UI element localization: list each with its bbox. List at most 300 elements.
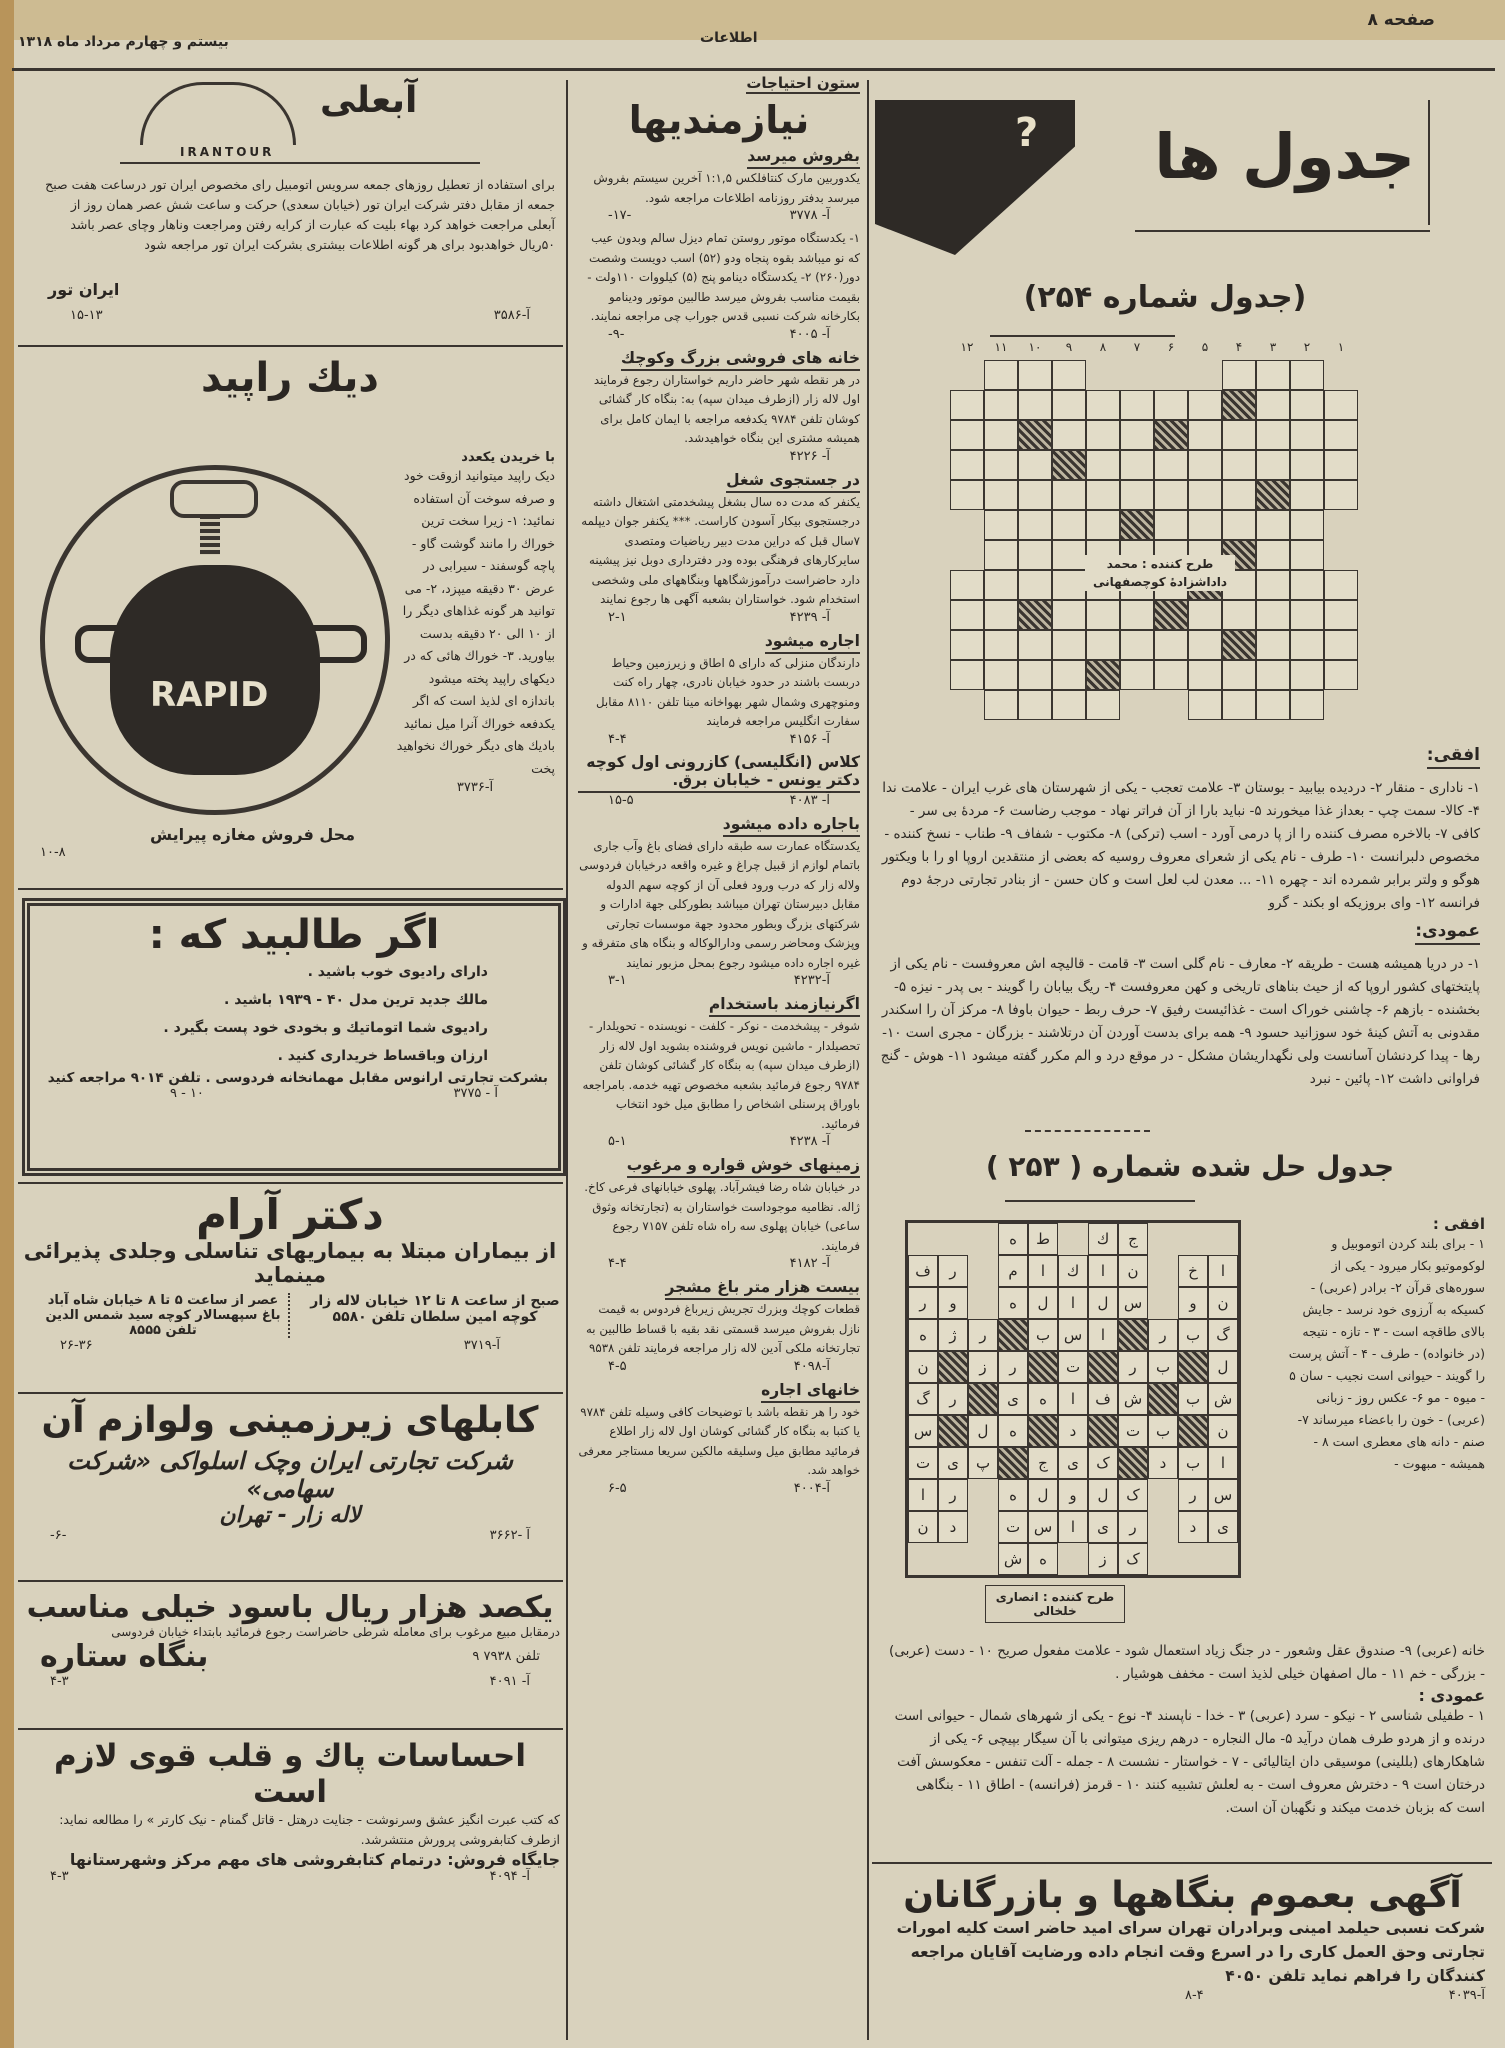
solved-letter-cell: ك xyxy=(1058,1255,1088,1287)
crossword-cell[interactable] xyxy=(1018,630,1052,660)
crossword-cell[interactable] xyxy=(1086,630,1120,660)
scan-left-edge xyxy=(0,0,14,2048)
crossword-cell[interactable] xyxy=(1018,570,1052,600)
ad-ref: ۵-۱ xyxy=(608,1134,627,1149)
crossword-cell[interactable] xyxy=(1256,660,1290,690)
crossword-black-cell xyxy=(1018,420,1052,450)
solved-letter-cell: ف xyxy=(1088,1383,1118,1415)
classified-heading: خانه های فروشی بزرگ وکوچك xyxy=(621,349,860,371)
solved-letter-cell: خ xyxy=(1178,1255,1208,1287)
column-number: ۳ xyxy=(1269,340,1277,354)
crossword-cell[interactable] xyxy=(984,660,1018,690)
ad-ref: -۹- xyxy=(608,326,625,342)
classified-text: در خیابان شاه رضا فیشرآباد. پهلوی خیابانهای فرعی کاخ. ژاله. نظامیه موجوداست خواستاران به (تجارتخانه وثوق ساعی) خیابان پهلوی سه راه شاه تلفن ۷۱۵۷ رجوع فرمایند. xyxy=(584,1180,860,1253)
cables-address: لاله زار - تهران xyxy=(219,1503,361,1528)
crossword-cell[interactable] xyxy=(950,420,984,450)
crossword-cell[interactable] xyxy=(984,360,1018,390)
books-title: احساسات پاك و قلب قوی لازم است xyxy=(54,1738,526,1810)
solved-letter-cell: پ xyxy=(968,1447,998,1479)
crossword-cell[interactable] xyxy=(1052,600,1086,630)
ad-code: آ- ۴۰۹۴ xyxy=(489,1869,530,1884)
crossword-cell[interactable] xyxy=(1018,660,1052,690)
crossword-cell[interactable] xyxy=(984,450,1018,480)
grid-gap xyxy=(950,540,984,570)
solved-letter-cell: ز xyxy=(968,1351,998,1383)
crossword-cell[interactable] xyxy=(1256,450,1290,480)
crossword-cell[interactable] xyxy=(1222,480,1256,510)
crossword-cell[interactable] xyxy=(1154,390,1188,420)
crossword-cell[interactable] xyxy=(1256,360,1290,390)
crossword-cell[interactable] xyxy=(1086,690,1120,720)
crossword-cell[interactable] xyxy=(1290,360,1324,390)
grid-gap xyxy=(1120,690,1154,720)
crossword-cell[interactable] xyxy=(1256,570,1290,600)
classified-text: در هر نقطه شهر حاضر داریم خواستاران رجوع فرمایند اول لاله زار (ازطرف میدان سپه) به: بنگاه کار گشائی کوشان تلفن ۹۷۸۴ یکدفعه مراجعه با ایمان کامل برای همیشه مشتری این بنگاه خواهیدشد. xyxy=(593,372,860,445)
column-number: ۶ xyxy=(1167,340,1175,354)
crossword-cell[interactable] xyxy=(1324,600,1358,630)
solved-letter-cell: ش xyxy=(1208,1383,1238,1415)
crossword-cell[interactable] xyxy=(984,480,1018,510)
solved-letter-cell: ل xyxy=(968,1415,998,1447)
crossword-black-cell xyxy=(1222,630,1256,660)
crossword-cell[interactable] xyxy=(1256,510,1290,540)
crossword-cell[interactable] xyxy=(1290,690,1324,720)
crossword-black-cell xyxy=(1154,600,1188,630)
classified-heading: کلاس (انگلیسی) کازرونی اول کوچه دکتر یونس - خیابان برق. xyxy=(578,753,860,793)
crossword-cell[interactable] xyxy=(1324,420,1358,450)
rapid-shop: محل فروش مغازه پیرایش xyxy=(150,825,356,844)
radio-feature: مالك جدید ترین مدل ۴۰ - ۱۹۳۹ باشید . xyxy=(224,992,488,1008)
ornament-rule xyxy=(1005,1200,1195,1202)
ad-code: آ- ۴۲۳۸ xyxy=(789,1134,830,1149)
grid-gap xyxy=(938,1223,968,1255)
logo-rule xyxy=(120,162,480,164)
solved-letter-cell: ب xyxy=(1148,1351,1178,1383)
crossword-cell[interactable] xyxy=(1188,600,1222,630)
grid-gap xyxy=(1324,540,1358,570)
solved-letter-cell: ر xyxy=(938,1255,968,1287)
crossword-cell[interactable] xyxy=(1324,390,1358,420)
crossword-cell[interactable] xyxy=(1052,630,1086,660)
solved-black-cell xyxy=(968,1383,998,1415)
crossword-cell[interactable] xyxy=(984,540,1018,570)
solved-letter-cell: ا xyxy=(1208,1447,1238,1479)
ad-code: آ-۳۷۳۶ xyxy=(456,780,494,795)
solved-letter-cell: ش xyxy=(998,1543,1028,1575)
crossword-cell[interactable] xyxy=(1222,420,1256,450)
solved-letter-cell: ت xyxy=(1058,1351,1088,1383)
notice-ad xyxy=(880,1875,1485,2003)
classified-heading: باجاره داده میشود xyxy=(723,815,860,837)
crossword-cell[interactable] xyxy=(1018,390,1052,420)
classified-ad xyxy=(578,1155,860,1271)
radio-feature: ارزان وباقساط خریداری کنید . xyxy=(277,1048,488,1064)
solved-letter-cell: ه xyxy=(908,1319,938,1351)
crossword-cell[interactable] xyxy=(1222,600,1256,630)
column-head: ستون احتیاجات xyxy=(746,74,860,92)
solved-crossword-grid-253 xyxy=(905,1220,1241,1578)
loan-title: یکصد هزار ریال باسود خیلی مناسب xyxy=(26,1590,554,1625)
across-clues: ۱- ناداری - منقار ۲- دردیده بیابید - بوستان ۳- علامت تعجب - یکی از شهرستان های غرب ایران - علامت ندا ۴- کالا- سمت چپ - بعداز غذا میخورند ۵- نباید بارا از آن فراتر نهاد - موجب رضاست ۶- مردهٔ بی سر - کافی ۷- بالاخره مصرف کننده را از پا درمی آورد - اسب (ترکی) ۸- مکتوب - شفاف ۹- طناب - نسخ کننده - مخصوص دلبرانست ۱۰- طرف - نام یکی از شعرای معروف روسیه که بعضی از منتقدین اروپا او را با ویکتور هوگو و ولتر برابر شمرده اند - چهره ۱۱- ... معدن لب لعل است و کان حسن - از بنادر تجارتی درجهٔ دوم فرانسه ۱۲- وای بروزیکه او بکند - گرو xyxy=(881,780,1480,911)
crossword-cell[interactable] xyxy=(1120,420,1154,450)
notice-title: آگهی بعموم بنگاهها و بازرگانان xyxy=(903,1875,1462,1916)
ad-divider xyxy=(18,1392,563,1394)
rapid-pot-ad xyxy=(20,355,560,875)
ad-divider xyxy=(18,1182,563,1184)
crossword-cell[interactable] xyxy=(1256,390,1290,420)
crossword-cell[interactable] xyxy=(1086,420,1120,450)
train-logo-icon xyxy=(140,82,296,145)
solved-letter-cell: ت xyxy=(998,1511,1028,1543)
solved-puzzle-designer: طرح کننده : انصاری خلخالی xyxy=(985,1585,1125,1623)
puzzled-couple-illustration xyxy=(875,100,1075,255)
classified-ad xyxy=(578,229,860,342)
solved-black-cell xyxy=(1118,1319,1148,1351)
crossword-cell[interactable] xyxy=(1120,480,1154,510)
crossword-black-cell xyxy=(1052,450,1086,480)
solved-letter-cell: ا xyxy=(1088,1255,1118,1287)
solved-letter-cell: ن xyxy=(908,1511,938,1543)
crossword-cell[interactable] xyxy=(984,420,1018,450)
crossword-cell[interactable] xyxy=(1154,630,1188,660)
doctor-title: دکتر آرام xyxy=(196,1190,384,1239)
solved-black-cell xyxy=(938,1415,968,1447)
ad-ref: ۲۶-۳۶ xyxy=(60,1338,93,1353)
solved-letter-cell: ی xyxy=(1058,1447,1088,1479)
crossword-cell[interactable] xyxy=(984,600,1018,630)
crossword-cell[interactable] xyxy=(1188,630,1222,660)
column-number: ۵ xyxy=(1201,340,1209,354)
solved-letter-cell: و xyxy=(938,1287,968,1319)
crossword-cell[interactable] xyxy=(950,570,984,600)
solved-letter-cell: س xyxy=(1028,1511,1058,1543)
books-sale: جایگاه فروش: درتمام کتابفروشی های مهم مرکز وشهرستانها xyxy=(69,1850,560,1869)
crossword-cell[interactable] xyxy=(950,390,984,420)
column-number: ۹ xyxy=(1065,340,1073,354)
ad-code: آ- ۴۰۰۵ xyxy=(789,326,830,342)
crossword-cell[interactable] xyxy=(1154,480,1188,510)
grid-gap xyxy=(1148,1287,1178,1319)
grid-gap xyxy=(1148,1511,1178,1543)
pot-side-handles xyxy=(75,625,367,663)
crossword-cell[interactable] xyxy=(1086,480,1120,510)
crossword-cell[interactable] xyxy=(1052,420,1086,450)
books-ad xyxy=(20,1738,560,1888)
down-clues: ۱- در دریا همیشه هست - طریقه ۲- معارف - نام گلی است ۳- قامت - قالیچه اش معروفست - نام یکی از پایتختهای کشور اروپا که از حیث بناهای تاریخی و کهن معروفست ۴- ریگ بیابان را گویند - بی پدر - نیزه ۵- بخشنده - بازهم ۶- چاشنی خوراک است - غذائیست رفیق ۷- حرف ربط - حیوان باوفا ۸- مرکز آن را اسکندر مقدونی به آتش کینهٔ خود سوزانید حسود ۹- همه برای بدست آوردن آن درتلاشند - بزرگان - مجری است ۱۰- رها - پیدا کردنشان آسانست ولی نگهداریشان مشکل - در موقع درد و الم مکرر گفته میشود ۱۱- هوش - گنج فراوانی داشت ۱۲- پائین - نبرد xyxy=(880,956,1480,1087)
crossword-cell[interactable] xyxy=(1290,540,1324,570)
ad-code: آ-۴۰۹۸ xyxy=(793,1358,830,1374)
classified-ad xyxy=(578,631,860,747)
crossword-cell[interactable] xyxy=(1018,480,1052,510)
crossword-cell[interactable] xyxy=(1188,390,1222,420)
classified-text: یکدستگاه عمارت سه طبقه دارای فضای باغ وآب جاری باتمام لوازم از قبیل چراغ و غیره واقعه درخیابان فردوسی ولاله زار که درب ورود فعلی آن از کوچه سهم الدوله مقابل دبیرستان تهران میباشد بطورکلی جهة ادارات و شرکتهای بزرگ وبطور محدود جهة موسسات تجارتی وپزشک ومحاضر رسمی ودارالوکاله و بنگاه های متفرقه و غیره اجاره داده میشود رجوع بمحل مزبور نمایند xyxy=(579,838,860,970)
crossword-cell[interactable] xyxy=(1324,660,1358,690)
crossword-cell[interactable] xyxy=(1188,690,1222,720)
crossword-cell[interactable] xyxy=(1086,600,1120,630)
crossword-cell[interactable] xyxy=(1290,660,1324,690)
solved-letter-cell: ب xyxy=(1028,1319,1058,1351)
cables-company: شرکت تجارتی ایران وچک اسلواکی «شرکت سهامی» xyxy=(67,1447,513,1503)
solved-black-cell xyxy=(1088,1351,1118,1383)
crossword-cell[interactable] xyxy=(1086,450,1120,480)
classified-heading: در جستجوی شغل xyxy=(726,471,860,493)
solved-letter-cell: ا xyxy=(1058,1511,1088,1543)
crossword-cell[interactable] xyxy=(1086,390,1120,420)
solved-letter-cell: ط xyxy=(1028,1223,1058,1255)
solved-letter-cell: ف xyxy=(908,1255,938,1287)
crossword-cell[interactable] xyxy=(1222,360,1256,390)
classified-text: یکنفر که مدت ده سال بشغل پیشخدمتی اشتغال داشته درجستجوی بیکار آسودن کاراست. *** یکنفر جوان دیپلمه ۷سال قبل که دراین مدت دبیر ریاضیات ومتصدی سایرکارهای فرهنگی بوده ودر دفترداری دوبل نیز پیشینه دارد حاضراست درآموزشگاهها وبنگاههای ملی وشخصی استخدام شود. خواستاران بشعبه آگهی ها رجوع نمایند xyxy=(581,494,860,606)
solved-across-clues: ۱ - برای بلند کردن اتوموبیل و لوکوموتیو بکار میرود - یکی از سوره‌های قرآن ۲- برادر (عربی) - کسیکه به آرزوی خود نرسد - جایش بالای طاقچه است - ۳ - تازه - نتیجه (در خانواده) - طرف - ۴ - آتش پرست را گویند - حیوانی است نجیب - سان ۵ - میوه - مو ۶- عکس روز - زبانی (عربی) - خون را باعضاء میرساند ۷- صنم - دانه های معطری است ۸ - همیشه - مبهوت - xyxy=(1288,1236,1485,1471)
crossword-cell[interactable] xyxy=(1154,510,1188,540)
solved-letter-cell: ک xyxy=(1088,1447,1118,1479)
classified-heading: زمینهای خوش قواره و مرغوب xyxy=(627,1156,860,1178)
crossword-cell[interactable] xyxy=(1290,480,1324,510)
crossword-cell[interactable] xyxy=(1324,480,1358,510)
grid-gap xyxy=(1148,1223,1178,1255)
ad-code: آ-۳۷۱۹ xyxy=(463,1338,500,1353)
radio-footer: بشرکت تجارتی ارانوس مقابل مهمانخانه فردوسی . تلفن ۹۰۱۴ مراجعه کنید xyxy=(47,1070,548,1086)
crossword-cell[interactable] xyxy=(950,450,984,480)
crossword-cell[interactable] xyxy=(1324,450,1358,480)
solved-letter-cell: ب xyxy=(1178,1447,1208,1479)
crossword-cell[interactable] xyxy=(1256,600,1290,630)
crossword-grid-254[interactable] xyxy=(950,360,1358,720)
crossword-cell[interactable] xyxy=(1052,690,1086,720)
iran-tour-ad xyxy=(20,80,560,340)
column-number: ۴ xyxy=(1235,340,1243,354)
ad-code: آ- ۴۰۹۱ xyxy=(489,1674,530,1689)
radio-title: اگر طالبید که : xyxy=(148,912,440,958)
solved-letter-cell: ر xyxy=(1118,1511,1148,1543)
rapid-text: دیک راپید میتوانید ازوقت خود و صرفه سوخت آن استفاده نمائید: ۱- زیرا سخت ترین خوراك را مانند گوشت گاو - پاچه گوسفند - سیرابی در عرض ۳۰ دقیقه میپزد، ۲- می توانید هر گونه غذاهای دیگر را از ۱۰ الی ۲۰ دقیقه بدست بیاورید. ۳- خوراك هائی که در دیکهای راپید پخته میشود باندازه ای لذیذ است که اگر یکدفعه خوراك آنرا میل نمائید بادیك های دیگر خوراك نخواهید پخت xyxy=(396,468,555,776)
crossword-cell[interactable] xyxy=(1256,690,1290,720)
solved-letter-cell: ل xyxy=(1208,1351,1238,1383)
classified-heading: اجاره میشود xyxy=(765,632,860,654)
grid-gap xyxy=(968,1223,998,1255)
ad-code: آ- ۴۲۲۶ xyxy=(789,448,830,464)
solved-across-heading: افقی : xyxy=(1432,1215,1485,1233)
solved-letter-cell: س xyxy=(1208,1479,1238,1511)
crossword-cell[interactable] xyxy=(950,600,984,630)
crossword-cell[interactable] xyxy=(1290,630,1324,660)
grid-gap xyxy=(1086,360,1120,390)
ad-code: آ- ۴۱۸۲ xyxy=(789,1256,830,1271)
ornament-rule xyxy=(1025,1130,1150,1132)
crossword-cell[interactable] xyxy=(1052,510,1086,540)
crossword-cell[interactable] xyxy=(1018,540,1052,570)
crossword-cell[interactable] xyxy=(1018,450,1052,480)
ad-ref: ۱۰-۸ xyxy=(40,845,66,860)
grid-gap xyxy=(968,1287,998,1319)
crossword-cell[interactable] xyxy=(1052,540,1086,570)
ad-divider xyxy=(18,345,563,347)
crossword-cell[interactable] xyxy=(1188,510,1222,540)
crossword-cell[interactable] xyxy=(1222,660,1256,690)
iran-tour-text: برای استفاده از تعطیل روزهای جمعه سرویس اتومبیل رای مخصوص ایران تور درساعت هفت صبح جمعه از مقابل دفتر شرکت ایران تور (خیابان سعدی) حرکت و ساعت شش عصر همان روز از آبعلی مراجعت خواهد کرد بهاء بلیت که عبارت از کرایه رفتن ومراجعت وناهار وچای عصر باشد ۵۰ریال خواهدبود برای هر گونه اطلاعات بیشتری بشرکت ایران تور مراجعه شود xyxy=(45,177,555,252)
crossword-cell[interactable] xyxy=(1120,630,1154,660)
solved-letter-cell: ر xyxy=(968,1319,998,1351)
solved-down-clues: ۱ - طفیلی شناسی ۲ - نیکو - سرد (عربی) ۳ - خدا - ناپسند ۴- نوع - یکی از شهرهای شمال - حیوانی است درنده و از هردو طرف همان درآید ۵- مال النجاره - درهم ریزی میتوانی با آن سیگار بپیچی ۶- یکی از شاهکارهای (بللینی) موسیقی دان ایتالیائی - ۷ - خواستار - نشست ۸ - جمله - آلت تنفس - معکوسش آفت درختان است ۹ - دخترش معروف است - به لعلش تشبیه کنند ۱۰ - قرمز (فرانسه) - اطاق ۱۱ - بنگاهی است که بزبان خدمت میکند و نگهبان آن است. xyxy=(894,1708,1485,1816)
crossword-cell[interactable] xyxy=(984,630,1018,660)
crossword-cell[interactable] xyxy=(1290,570,1324,600)
ad-divider xyxy=(18,1728,563,1730)
classified-ad xyxy=(578,348,860,464)
crossword-cell[interactable] xyxy=(1052,660,1086,690)
solved-black-cell xyxy=(938,1351,968,1383)
solved-letter-cell: د xyxy=(1178,1511,1208,1543)
solved-letter-cell: ی xyxy=(1208,1511,1238,1543)
crossword-cell[interactable] xyxy=(1052,390,1086,420)
crossword-cell[interactable] xyxy=(1052,480,1086,510)
ad-ref: ۸-۴ xyxy=(1185,1988,1204,2003)
solved-letter-cell: ل xyxy=(1028,1479,1058,1511)
crossword-cell[interactable] xyxy=(1324,630,1358,660)
column-divider xyxy=(566,80,568,2040)
page-number: صفحه ۸ xyxy=(1367,10,1435,30)
crossword-cell[interactable] xyxy=(1188,450,1222,480)
rapid-title: دیك راپید xyxy=(201,355,379,401)
crossword-cell[interactable] xyxy=(1120,660,1154,690)
down-heading: عمودی: xyxy=(1415,921,1480,945)
crossword-cell[interactable] xyxy=(1290,600,1324,630)
ad-ref: ۴-۵ xyxy=(608,1358,627,1374)
loan-ad xyxy=(20,1590,560,1720)
cables-title: کابلهای زیرزمینی ولوازم آن xyxy=(41,1400,539,1441)
rapid-lead: با خریدن یکعدد xyxy=(461,450,555,465)
crossword-cell[interactable] xyxy=(1120,450,1154,480)
column-number: ۷ xyxy=(1133,340,1141,354)
solved-black-cell xyxy=(998,1319,1028,1351)
column-number: ۲ xyxy=(1303,340,1311,354)
crossword-cell[interactable] xyxy=(1324,570,1358,600)
grid-gap xyxy=(968,1255,998,1287)
rapid-pot-label: RAPID xyxy=(150,675,269,715)
crossword-cell[interactable] xyxy=(1256,540,1290,570)
classified-heading: خانهای اجاره xyxy=(761,1381,860,1403)
column-number: ۸ xyxy=(1099,340,1107,354)
solved-letter-cell: گ xyxy=(908,1383,938,1415)
grid-gap xyxy=(968,1479,998,1511)
crossword-cell[interactable] xyxy=(1154,660,1188,690)
ad-code: آ- ۴۰۸۳ xyxy=(789,792,830,808)
column-number: ۱۰ xyxy=(1028,340,1042,354)
grid-gap xyxy=(938,1543,968,1575)
doctor-subtitle: از بیماران مبتلا به بیماریهای تناسلی وجلدی پذیرائی مینماید xyxy=(23,1239,557,1287)
solved-letter-cell: ا xyxy=(1208,1255,1238,1287)
crossword-cell[interactable] xyxy=(1188,480,1222,510)
crossword-cell[interactable] xyxy=(984,570,1018,600)
solved-letter-cell: ک xyxy=(1118,1543,1148,1575)
crossword-cell[interactable] xyxy=(1154,450,1188,480)
solved-letter-cell: ن xyxy=(1208,1415,1238,1447)
solved-letter-cell: ش xyxy=(1118,1383,1148,1415)
grid-gap xyxy=(1148,1543,1178,1575)
crossword-cell[interactable] xyxy=(984,510,1018,540)
crossword-cell[interactable] xyxy=(1222,510,1256,540)
classified-ad xyxy=(578,994,860,1149)
classified-heading: اگرنیازمند باستخدام xyxy=(709,995,860,1017)
classified-ad xyxy=(578,1380,860,1496)
classified-text: یکدوربین مارک کنتافلکس ۱:۱,۵ آخرین سیستم بفروش میرسد بدفتر روزنامه اطلاعات مراجعه شود. xyxy=(593,171,860,205)
crossword-cell[interactable] xyxy=(1018,360,1052,390)
crossword-cell[interactable] xyxy=(1052,360,1086,390)
solved-letter-cell: ل xyxy=(1088,1479,1118,1511)
ad-ref: ۶-۵ xyxy=(608,1480,627,1496)
crossword-cell[interactable] xyxy=(1222,690,1256,720)
crossword-cell[interactable] xyxy=(950,660,984,690)
crossword-cell[interactable] xyxy=(1188,660,1222,690)
solved-letter-cell: س xyxy=(1118,1287,1148,1319)
classifieds-title: نیازمندیها xyxy=(628,98,810,142)
crossword-cell[interactable] xyxy=(1290,420,1324,450)
solved-black-cell xyxy=(1178,1415,1208,1447)
ad-ref: -۱۷- xyxy=(608,208,632,223)
doctor-aram-ad xyxy=(20,1190,560,1385)
crossword-cell[interactable] xyxy=(1290,510,1324,540)
solved-letter-cell: گ xyxy=(1208,1319,1238,1351)
classified-text: ۱- یکدستگاه موتور روستن تمام دیزل سالم وبدون عیب که نو میباشد بقوه پنجاه ودو (۵۲) اسب دویست وشصت دور(۲۶۰) ۲- یکدستگاه دینامو پنج (۵) کیلووات ۱۱۰ولت - بقیمت مناسب بفروش میرسد طالبین موتور ودینامو بکارخانه شرکت نسبی قدس جوراب چی مراجعه نمایند. xyxy=(587,231,860,323)
crossword-cell[interactable] xyxy=(984,690,1018,720)
solved-letter-cell: ا xyxy=(908,1479,938,1511)
loan-text: درمقابل مبیع مرغوب برای معامله شرطی حاضراست رجوع فرمائید بابتداء خیابان فردوسی xyxy=(111,1625,560,1639)
doctor-evening-hours: عصر از ساعت ۵ تا ۸ خیابان شاه آباد باغ سپهسالار کوچه سید شمس الدین تلفن ۸۵۵۵ xyxy=(38,1293,290,1338)
radio-feature: رادیوی شما اتوماتیك و بخودی خود پست بگیرد . xyxy=(163,1020,488,1036)
crossword-cell[interactable] xyxy=(1256,630,1290,660)
crossword-cell[interactable] xyxy=(984,390,1018,420)
classifieds-column xyxy=(578,74,860,1502)
crossword-cell[interactable] xyxy=(950,630,984,660)
pot-handle-icon xyxy=(170,480,258,518)
solved-letter-cell: ز xyxy=(1088,1543,1118,1575)
crossword-cell[interactable] xyxy=(1018,690,1052,720)
solved-black-cell xyxy=(1118,1447,1148,1479)
crossword-cell[interactable] xyxy=(1120,390,1154,420)
grid-gap xyxy=(1154,690,1188,720)
grid-gap xyxy=(1178,1223,1208,1255)
solved-letter-cell: ا xyxy=(1088,1319,1118,1351)
grid-column-numbers xyxy=(950,340,1358,354)
crossword-cell[interactable] xyxy=(1018,510,1052,540)
grid-gap xyxy=(950,690,984,720)
crossword-cell[interactable] xyxy=(1052,570,1086,600)
section-divider xyxy=(872,1862,1492,1864)
solved-letter-cell: ب xyxy=(1178,1383,1208,1415)
solved-letter-cell: ت xyxy=(908,1447,938,1479)
crossword-cell[interactable] xyxy=(1188,420,1222,450)
ad-code: آ-۴۲۳۲ xyxy=(793,973,830,988)
ad-ref: ۴-۳ xyxy=(50,1869,69,1884)
crossword-black-cell xyxy=(1256,480,1290,510)
column-number: ۱ xyxy=(1337,340,1345,354)
crossword-cell[interactable] xyxy=(1086,510,1120,540)
solved-letter-cell: ا xyxy=(1058,1383,1088,1415)
crossword-cell[interactable] xyxy=(1120,600,1154,630)
crossword-cell[interactable] xyxy=(1222,450,1256,480)
crosswords-title: جدول ها xyxy=(1154,120,1415,193)
solved-puzzle-title: جدول حل شده شماره ( ۲۵۳ ) xyxy=(985,1150,1395,1183)
iran-tour-brand: ایران تور xyxy=(48,280,120,299)
crossword-cell[interactable] xyxy=(1290,390,1324,420)
solved-letter-cell: ر xyxy=(938,1383,968,1415)
crossword-cell[interactable] xyxy=(1290,450,1324,480)
notice-text: شرکت نسبی حیلمد امینی وبرادران تهران سرای امید حاضر است کلیه امورات تجارتی وحق العمل کاری را در اسرع وقت انجام داده ورضایت آقایان مراجعه کنندگان را فراهم نماید تلفن ۴۰۵۰ xyxy=(896,1919,1485,1985)
column-number: ۱۲ xyxy=(960,340,974,354)
crossword-cell[interactable] xyxy=(950,480,984,510)
crossword-cell[interactable] xyxy=(1256,420,1290,450)
radio-feature-list xyxy=(30,958,558,1070)
ad-code: آ-۴۰۳۹ xyxy=(1448,1988,1485,2003)
